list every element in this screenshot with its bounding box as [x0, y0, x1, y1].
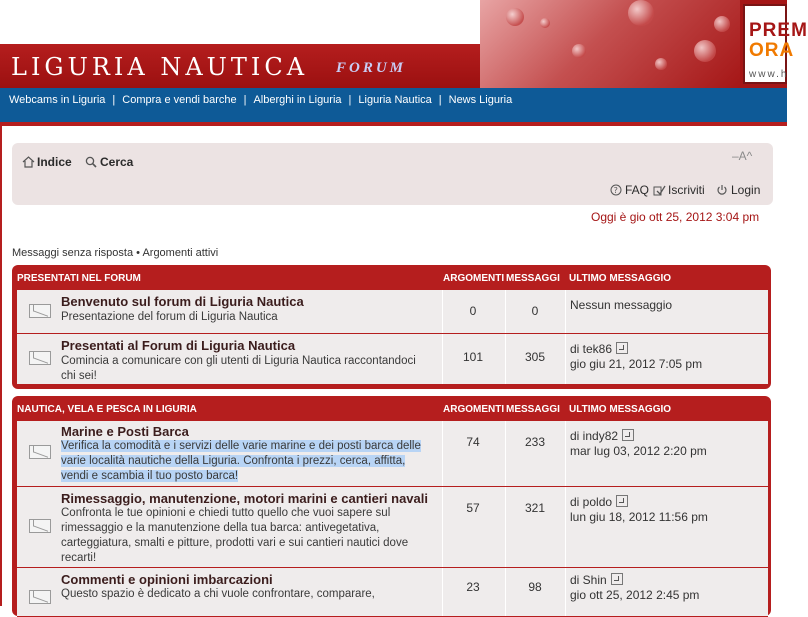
- forum-description: Presentazione del forum di Liguria Nautica: [61, 311, 278, 323]
- search-label: Cerca: [100, 155, 134, 169]
- forum-row: [17, 334, 768, 385]
- login-label: Login: [731, 183, 761, 197]
- header-bubbles-decoration: [480, 0, 740, 88]
- column-divider: [565, 334, 566, 384]
- posts-count: 233: [524, 435, 546, 449]
- last-post-date: mar lug 03, 2012 2:20 pm: [570, 444, 707, 458]
- register-link[interactable]: [653, 183, 705, 197]
- col-header-posts: MESSAGGI: [506, 273, 560, 284]
- ad-banner-inner: [743, 4, 808, 84]
- home-icon: [22, 156, 34, 168]
- nav-link-news[interactable]: News Liguria: [448, 94, 513, 106]
- font-size-control[interactable]: –A^: [732, 149, 753, 163]
- view-latest-post-icon[interactable]: [622, 429, 634, 441]
- envelope-icon: [29, 445, 53, 461]
- last-post: [570, 342, 702, 372]
- svg-text:?: ?: [613, 186, 618, 196]
- category-nautica: [12, 396, 771, 616]
- ad-banner[interactable]: [740, 0, 808, 88]
- forum-description: Comincia a comunicare con gli utenti di Liguria Nautica raccontandoci chi sei!: [61, 355, 416, 382]
- last-post-date: lun giu 18, 2012 11:56 pm: [570, 510, 708, 524]
- topics-count: 23: [466, 580, 480, 594]
- ad-line-2: ORA: [749, 40, 795, 61]
- forum-row: [17, 290, 768, 334]
- selected-text: Verifica la comodità e i servizi delle varie marine e dei posti barca delle varie località nautiche della Liguria. Confronta i prezzi, cerca, affitta, vendi e scambia il tuo posto barca!: [61, 440, 421, 482]
- posts-count: 305: [524, 350, 546, 364]
- nav-link-alberghi[interactable]: Alberghi in Liguria: [253, 94, 342, 106]
- faq-link[interactable]: [610, 183, 649, 197]
- nav-link-liguria-nautica[interactable]: Liguria Nautica: [358, 94, 432, 106]
- active-topics-link[interactable]: Argomenti attivi: [142, 247, 219, 259]
- envelope-icon: [29, 590, 53, 606]
- forum-title[interactable]: Commenti e opinioni imbarcazioni: [61, 572, 273, 587]
- last-post-author[interactable]: di Shin: [570, 573, 607, 587]
- current-datetime: Oggi è gio ott 25, 2012 3:04 pm: [591, 210, 760, 224]
- bubble-decoration: [714, 16, 730, 32]
- forum-description: Questo spazio è dedicato a chi vuole confrontare, comparare,: [61, 588, 375, 600]
- col-header-topics: ARGOMENTI: [443, 273, 505, 284]
- login-link[interactable]: [716, 183, 760, 197]
- index-link[interactable]: [22, 155, 72, 169]
- view-latest-post-icon[interactable]: [616, 495, 628, 507]
- view-latest-post-icon[interactable]: [611, 573, 623, 585]
- column-divider: [565, 290, 566, 333]
- topics-count: 74: [466, 435, 480, 449]
- envelope-icon: [29, 351, 53, 367]
- forum-row: [17, 421, 768, 487]
- nav-separator: |: [438, 94, 442, 106]
- forum-title[interactable]: Presentati al Forum di Liguria Nautica: [61, 338, 296, 353]
- col-header-last: ULTIMO MESSAGGIO: [569, 404, 672, 415]
- last-post-date: gio ott 25, 2012 2:45 pm: [570, 588, 700, 602]
- category-title[interactable]: PRESENTATI NEL FORUM: [17, 273, 141, 284]
- nav-link-compra-vendi[interactable]: Compra e vendi barche: [122, 94, 237, 106]
- power-icon: [716, 184, 728, 196]
- last-post-date: gio giu 21, 2012 7:05 pm: [570, 357, 703, 371]
- index-label: Indice: [37, 155, 72, 169]
- forum-title[interactable]: Benvenuto sul forum di Liguria Nautica: [61, 294, 304, 309]
- nav-link-webcams[interactable]: Webcams in Liguria: [9, 94, 106, 106]
- forum-description: Confronta le tue opinioni e chiedi tutto quello che vuoi sapere sul rimessaggio e la manutenzione della tua barca: antivegetativa, carteggiatura, smalti e pitture, prodotti vari e sui cantieri nautici dove recarti!: [61, 507, 409, 564]
- view-latest-post-icon[interactable]: [616, 342, 628, 354]
- bubble-decoration: [506, 8, 524, 26]
- navbar-links: [9, 94, 512, 106]
- column-divider: [565, 421, 566, 486]
- forum-tag: FORUM: [336, 60, 407, 76]
- column-divider: [565, 487, 566, 567]
- last-post-author[interactable]: di indy82: [570, 429, 619, 443]
- forum-row: [17, 568, 768, 617]
- posts-count: 98: [528, 580, 542, 594]
- nav-separator: |: [112, 94, 116, 106]
- col-header-posts: MESSAGGI: [506, 404, 560, 415]
- forum-title[interactable]: Rimessaggio, manutenzione, motori marini e cantieri navali: [61, 491, 428, 506]
- topics-count: 57: [466, 501, 480, 515]
- search-link[interactable]: [85, 155, 133, 169]
- last-post-author: Nessun messaggio: [570, 298, 673, 312]
- posts-count: 321: [524, 501, 546, 515]
- bubble-decoration: [572, 44, 586, 58]
- ad-line-3: www.h: [749, 69, 789, 80]
- column-divider: [505, 487, 506, 567]
- register-icon: [653, 184, 665, 196]
- col-header-topics: ARGOMENTI: [443, 404, 505, 415]
- posts-count: 0: [531, 304, 539, 318]
- register-label: Iscriviti: [668, 183, 705, 197]
- column-divider: [442, 487, 443, 567]
- search-icon: [85, 156, 97, 168]
- column-divider: [505, 421, 506, 486]
- bubble-decoration: [694, 40, 716, 62]
- envelope-icon: [29, 519, 53, 535]
- forum-description: [61, 439, 433, 484]
- quick-links: [12, 247, 218, 259]
- site-title[interactable]: LIGURIA NAUTICA: [11, 53, 309, 81]
- nav-separator: |: [348, 94, 352, 106]
- top-navbar: [0, 88, 787, 126]
- site-header: [0, 0, 808, 88]
- column-divider: [442, 421, 443, 486]
- bubble-decoration: [628, 0, 654, 26]
- faq-label: FAQ: [625, 183, 650, 197]
- col-header-last: ULTIMO MESSAGGIO: [569, 273, 672, 284]
- category-header: [12, 396, 771, 420]
- bubble-decoration: [655, 58, 667, 70]
- bullet-separator: •: [136, 247, 140, 259]
- unanswered-link[interactable]: Messaggi senza risposta: [12, 247, 134, 259]
- last-post: [570, 298, 672, 313]
- last-post-author[interactable]: di poldo: [570, 495, 613, 509]
- forum-row: [17, 487, 768, 568]
- question-icon: [610, 184, 622, 196]
- category-presentati: [12, 265, 771, 389]
- column-divider: [565, 568, 566, 616]
- category-header: [12, 265, 771, 289]
- last-post: [570, 429, 707, 459]
- last-post: [570, 495, 708, 525]
- topics-count: 0: [469, 304, 477, 318]
- envelope-icon: [29, 304, 53, 320]
- bubble-decoration: [540, 18, 550, 28]
- last-post-author[interactable]: di tek86: [570, 342, 613, 356]
- ad-line-1: PREM: [749, 20, 808, 41]
- nav-separator: |: [243, 94, 247, 106]
- category-title[interactable]: NAUTICA, VELA E PESCA IN LIGURIA: [17, 404, 197, 415]
- forum-title[interactable]: Marine e Posti Barca: [61, 424, 189, 439]
- last-post: [570, 573, 699, 603]
- topics-count: 101: [462, 350, 484, 364]
